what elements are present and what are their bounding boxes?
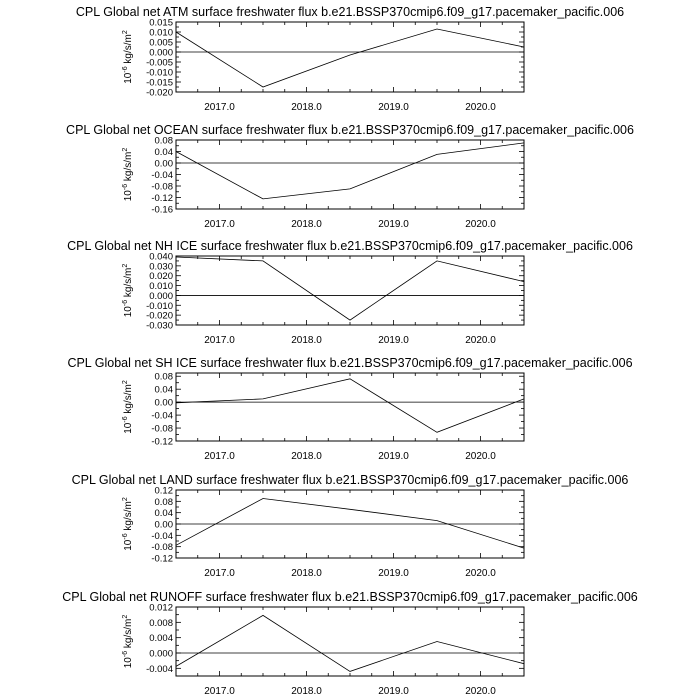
series-line xyxy=(176,143,524,199)
chart-title: CPL Global net LAND surface freshwater flux b.e21.BSSP370cmip6.f09_g17.pacemaker_pacific.006 xyxy=(71,473,629,487)
y-tick-label: -0.010 xyxy=(146,67,173,79)
y-tick-label: 0.04 xyxy=(154,508,173,520)
y-tick-label: -0.12 xyxy=(151,436,173,448)
y-tick-label: 0.08 xyxy=(154,371,173,383)
y-tick-label: 0.020 xyxy=(149,271,173,283)
y-tick-label: -0.030 xyxy=(146,320,173,332)
chart-title: CPL Global net RUNOFF surface freshwater flux b.e21.BSSP370cmip6.f09_g17.pacemaker_pacific.006 xyxy=(62,590,638,604)
y-tick-label: -0.08 xyxy=(151,542,173,554)
y-tick-label: 0.08 xyxy=(154,135,173,147)
x-tick-label: 2018.0 xyxy=(291,219,322,230)
y-axis-label: $10^{-6}$ $kg/s/m^2$ xyxy=(122,30,134,84)
x-tick-label: 2017.0 xyxy=(204,335,235,346)
y-tick-label: 0.030 xyxy=(149,261,173,273)
y-tick-label: -0.12 xyxy=(151,553,173,565)
y-axis-label: $10^{-6}$ $kg/s/m^2$ xyxy=(122,263,134,318)
chart-panel-6 xyxy=(62,590,638,697)
x-tick-label: 2020.0 xyxy=(465,219,496,230)
x-tick-label: 2018.0 xyxy=(291,102,322,113)
x-tick-label: 2019.0 xyxy=(378,102,409,113)
y-tick-label: -0.12 xyxy=(151,193,173,204)
y-tick-label: -0.020 xyxy=(146,310,173,322)
y-tick-label: 0.004 xyxy=(149,633,173,645)
y-tick-label: -0.004 xyxy=(146,663,173,675)
y-tick-label: -0.010 xyxy=(146,300,173,312)
x-tick-label: 2017.0 xyxy=(204,451,235,462)
x-tick-label: 2017.0 xyxy=(204,102,235,113)
chart-title: CPL Global net ATM surface freshwater flux b.e21.BSSP370cmip6.f09_g17.pacemaker_pacific.006 xyxy=(75,5,625,19)
y-axis-label: $10^{-6}$ $kg/s/m^2$ xyxy=(122,497,134,551)
y-tick-label: 0.00 xyxy=(154,397,173,409)
y-tick-label: 0.12 xyxy=(154,485,173,497)
y-tick-label: -0.005 xyxy=(146,57,173,69)
y-tick-label: 0.000 xyxy=(149,290,173,302)
chart-panel-2 xyxy=(66,123,634,230)
x-tick-label: 2019.0 xyxy=(378,219,409,230)
chart-panel-3 xyxy=(67,239,633,346)
x-tick-label: 2020.0 xyxy=(465,335,496,346)
x-tick-label: 2020.0 xyxy=(465,686,496,697)
y-tick-label: 0.00 xyxy=(154,158,173,170)
y-tick-label: -0.020 xyxy=(146,87,173,99)
series-line xyxy=(176,499,524,549)
y-tick-label: 0.010 xyxy=(149,281,173,293)
y-tick-label: -0.08 xyxy=(151,423,173,435)
x-tick-label: 2017.0 xyxy=(204,219,235,230)
x-tick-label: 2019.0 xyxy=(378,686,409,697)
x-tick-label: 2017.0 xyxy=(204,568,235,579)
y-tick-label: -0.04 xyxy=(151,410,173,422)
y-tick-label: 0.010 xyxy=(149,27,173,39)
y-tick-label: -0.04 xyxy=(151,530,173,542)
x-tick-label: 2019.0 xyxy=(378,335,409,346)
y-tick-label: 0.08 xyxy=(154,496,173,508)
y-tick-label: 0.04 xyxy=(154,384,173,396)
x-tick-label: 2018.0 xyxy=(291,686,322,697)
y-tick-label: 0.012 xyxy=(149,602,173,614)
plot-frame xyxy=(176,22,524,92)
y-tick-label: 0.005 xyxy=(149,37,173,49)
chart-title: CPL Global net OCEAN surface freshwater flux b.e21.BSSP370cmip6.f09_g17.pacemaker_pacific.006 xyxy=(66,123,634,137)
series-line xyxy=(176,29,524,87)
series-line xyxy=(176,615,524,671)
x-tick-label: 2020.0 xyxy=(465,102,496,113)
chart-panel-5 xyxy=(72,473,629,579)
x-tick-label: 2018.0 xyxy=(291,335,322,346)
x-tick-label: 2018.0 xyxy=(291,451,322,462)
plot-frame xyxy=(176,373,524,441)
chart-panel-1 xyxy=(76,5,624,113)
plot-frame xyxy=(176,256,524,325)
plot-frame xyxy=(176,140,524,209)
plot-frame xyxy=(176,607,524,676)
chart-panel-4 xyxy=(67,356,632,462)
chart-title: CPL Global net SH ICE surface freshwater flux b.e21.BSSP370cmip6.f09_g17.pacemaker_pacific.006 xyxy=(67,356,633,370)
y-tick-label: 0.00 xyxy=(154,519,173,531)
y-tick-label: -0.16 xyxy=(151,204,173,216)
chart-title: CPL Global net NH ICE surface freshwater flux b.e21.BSSP370cmip6.f09_g17.pacemaker_pacific.006 xyxy=(67,239,633,253)
x-tick-label: 2017.0 xyxy=(204,686,235,697)
y-tick-label: 0.008 xyxy=(149,617,173,629)
x-tick-label: 2019.0 xyxy=(378,451,409,462)
series-line xyxy=(176,257,524,320)
y-tick-label: -0.08 xyxy=(151,181,173,193)
x-tick-label: 2020.0 xyxy=(465,568,496,579)
x-tick-label: 2018.0 xyxy=(291,568,322,579)
y-tick-label: 0.000 xyxy=(149,648,173,660)
y-tick-label: 0.000 xyxy=(149,47,173,59)
series-line xyxy=(176,379,524,433)
y-axis-label: $10^{-6}$ $kg/s/m^2$ xyxy=(122,147,134,202)
y-tick-label: -0.015 xyxy=(146,77,173,89)
y-tick-label: 0.040 xyxy=(149,251,173,263)
x-tick-label: 2019.0 xyxy=(378,568,409,579)
y-tick-label: -0.04 xyxy=(151,170,173,181)
x-tick-label: 2020.0 xyxy=(465,451,496,462)
y-tick-label: 0.015 xyxy=(149,17,173,29)
y-axis-label: $10^{-6}$ $kg/s/m^2$ xyxy=(122,614,134,669)
y-axis-label: $10^{-6}$ $kg/s/m^2$ xyxy=(122,380,134,434)
y-tick-label: 0.04 xyxy=(154,147,173,158)
